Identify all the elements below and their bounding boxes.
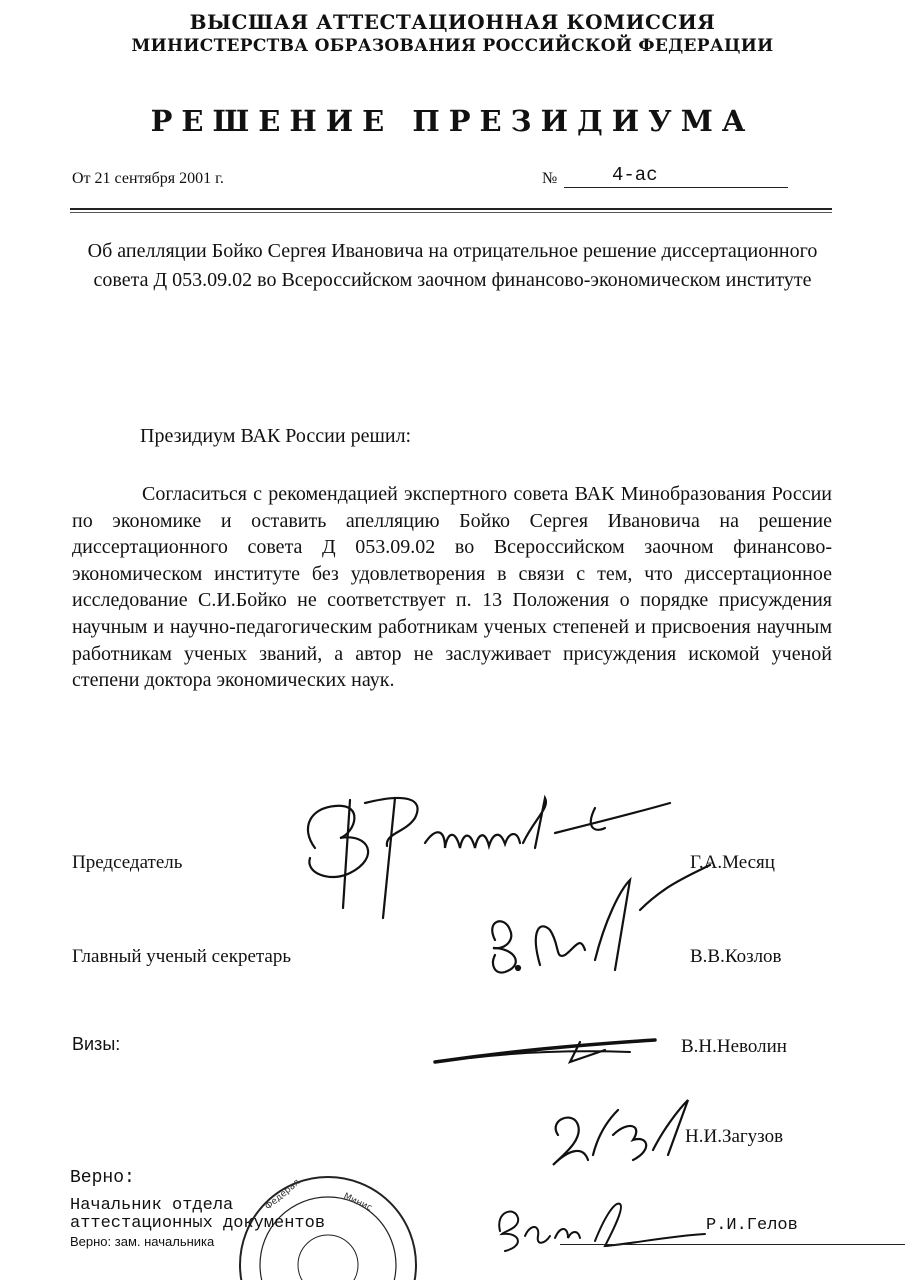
secretary-signature bbox=[455, 860, 715, 980]
chairman-name: Г.А.Месяц bbox=[690, 852, 775, 873]
header-divider-thin bbox=[70, 212, 832, 213]
document-title: РЕШЕНИЕ ПРЕЗИДИУМА bbox=[150, 104, 755, 138]
visa-zaguzov-signature bbox=[538, 1095, 698, 1175]
gelov-signature bbox=[490, 1196, 710, 1256]
visa-zaguzov-name: Н.И.Загузов bbox=[685, 1126, 784, 1147]
visas-label: Визы: bbox=[72, 1034, 121, 1054]
department-head-title-line1: Начальник отдела bbox=[70, 1196, 234, 1215]
svg-text:Минис: Минис bbox=[341, 1191, 374, 1214]
footer-signature-line bbox=[560, 1244, 905, 1245]
document-date: От 21 сентября 2001 г. bbox=[72, 170, 224, 187]
verno-label: Верно: bbox=[70, 1168, 135, 1188]
document-number: 4-ас bbox=[612, 164, 658, 186]
verno-small-label: Верно: зам. начальника bbox=[70, 1234, 215, 1249]
header-line-2: МИНИСТЕРСТВА ОБРАЗОВАНИЯ РОССИЙСКОЙ ФЕДЕРАЦИИ bbox=[131, 36, 774, 56]
visa-nevolin-name: В.Н.Неволин bbox=[681, 1036, 787, 1057]
document-subject: Об апелляции Бойко Сергея Ивановича на отрицательное решение диссертационного совета Д 053.09.02 во Всероссийском заочном финансово-экономическом институте bbox=[87, 240, 818, 291]
number-underline bbox=[564, 187, 788, 188]
decision-intro: Президиум ВАК России решил: bbox=[140, 425, 412, 447]
secretary-label: Главный ученый секретарь bbox=[72, 946, 292, 967]
number-sign: № bbox=[542, 170, 558, 187]
decision-body: Согласиться с рекомендацией экспертного совета ВАК Минобразования России по экономике и оставить апелляцию Бойко Сергея Ивановича на решение диссертационного совета Д 053.09.02 во Всероссийском заочном финансово-экономическом институте без удовлетворения в связи с тем, что диссертационное исследование С.И.Бойко не соответствует п. 13 Положения о порядке присуждения научным и научно-педагогическим работникам ученых степеней и присвоения научным работникам ученых званий, а автор не заслуживает присуждения искомой ученой степени доктора экономических наук. bbox=[72, 483, 832, 692]
svg-text:Федерал: Федерал bbox=[263, 1177, 303, 1213]
department-head-title-line2: аттестационных документов bbox=[70, 1214, 326, 1233]
chairman-label: Председатель bbox=[72, 852, 183, 873]
header-divider bbox=[70, 208, 832, 210]
visa-nevolin-signature bbox=[430, 1032, 660, 1072]
secretary-name: В.В.Козлов bbox=[690, 946, 782, 967]
department-head-name: Р.И.Гелов bbox=[706, 1216, 798, 1235]
header-line-1: ВЫСШАЯ АТТЕСТАЦИОННАЯ КОМИССИЯ bbox=[189, 10, 716, 34]
